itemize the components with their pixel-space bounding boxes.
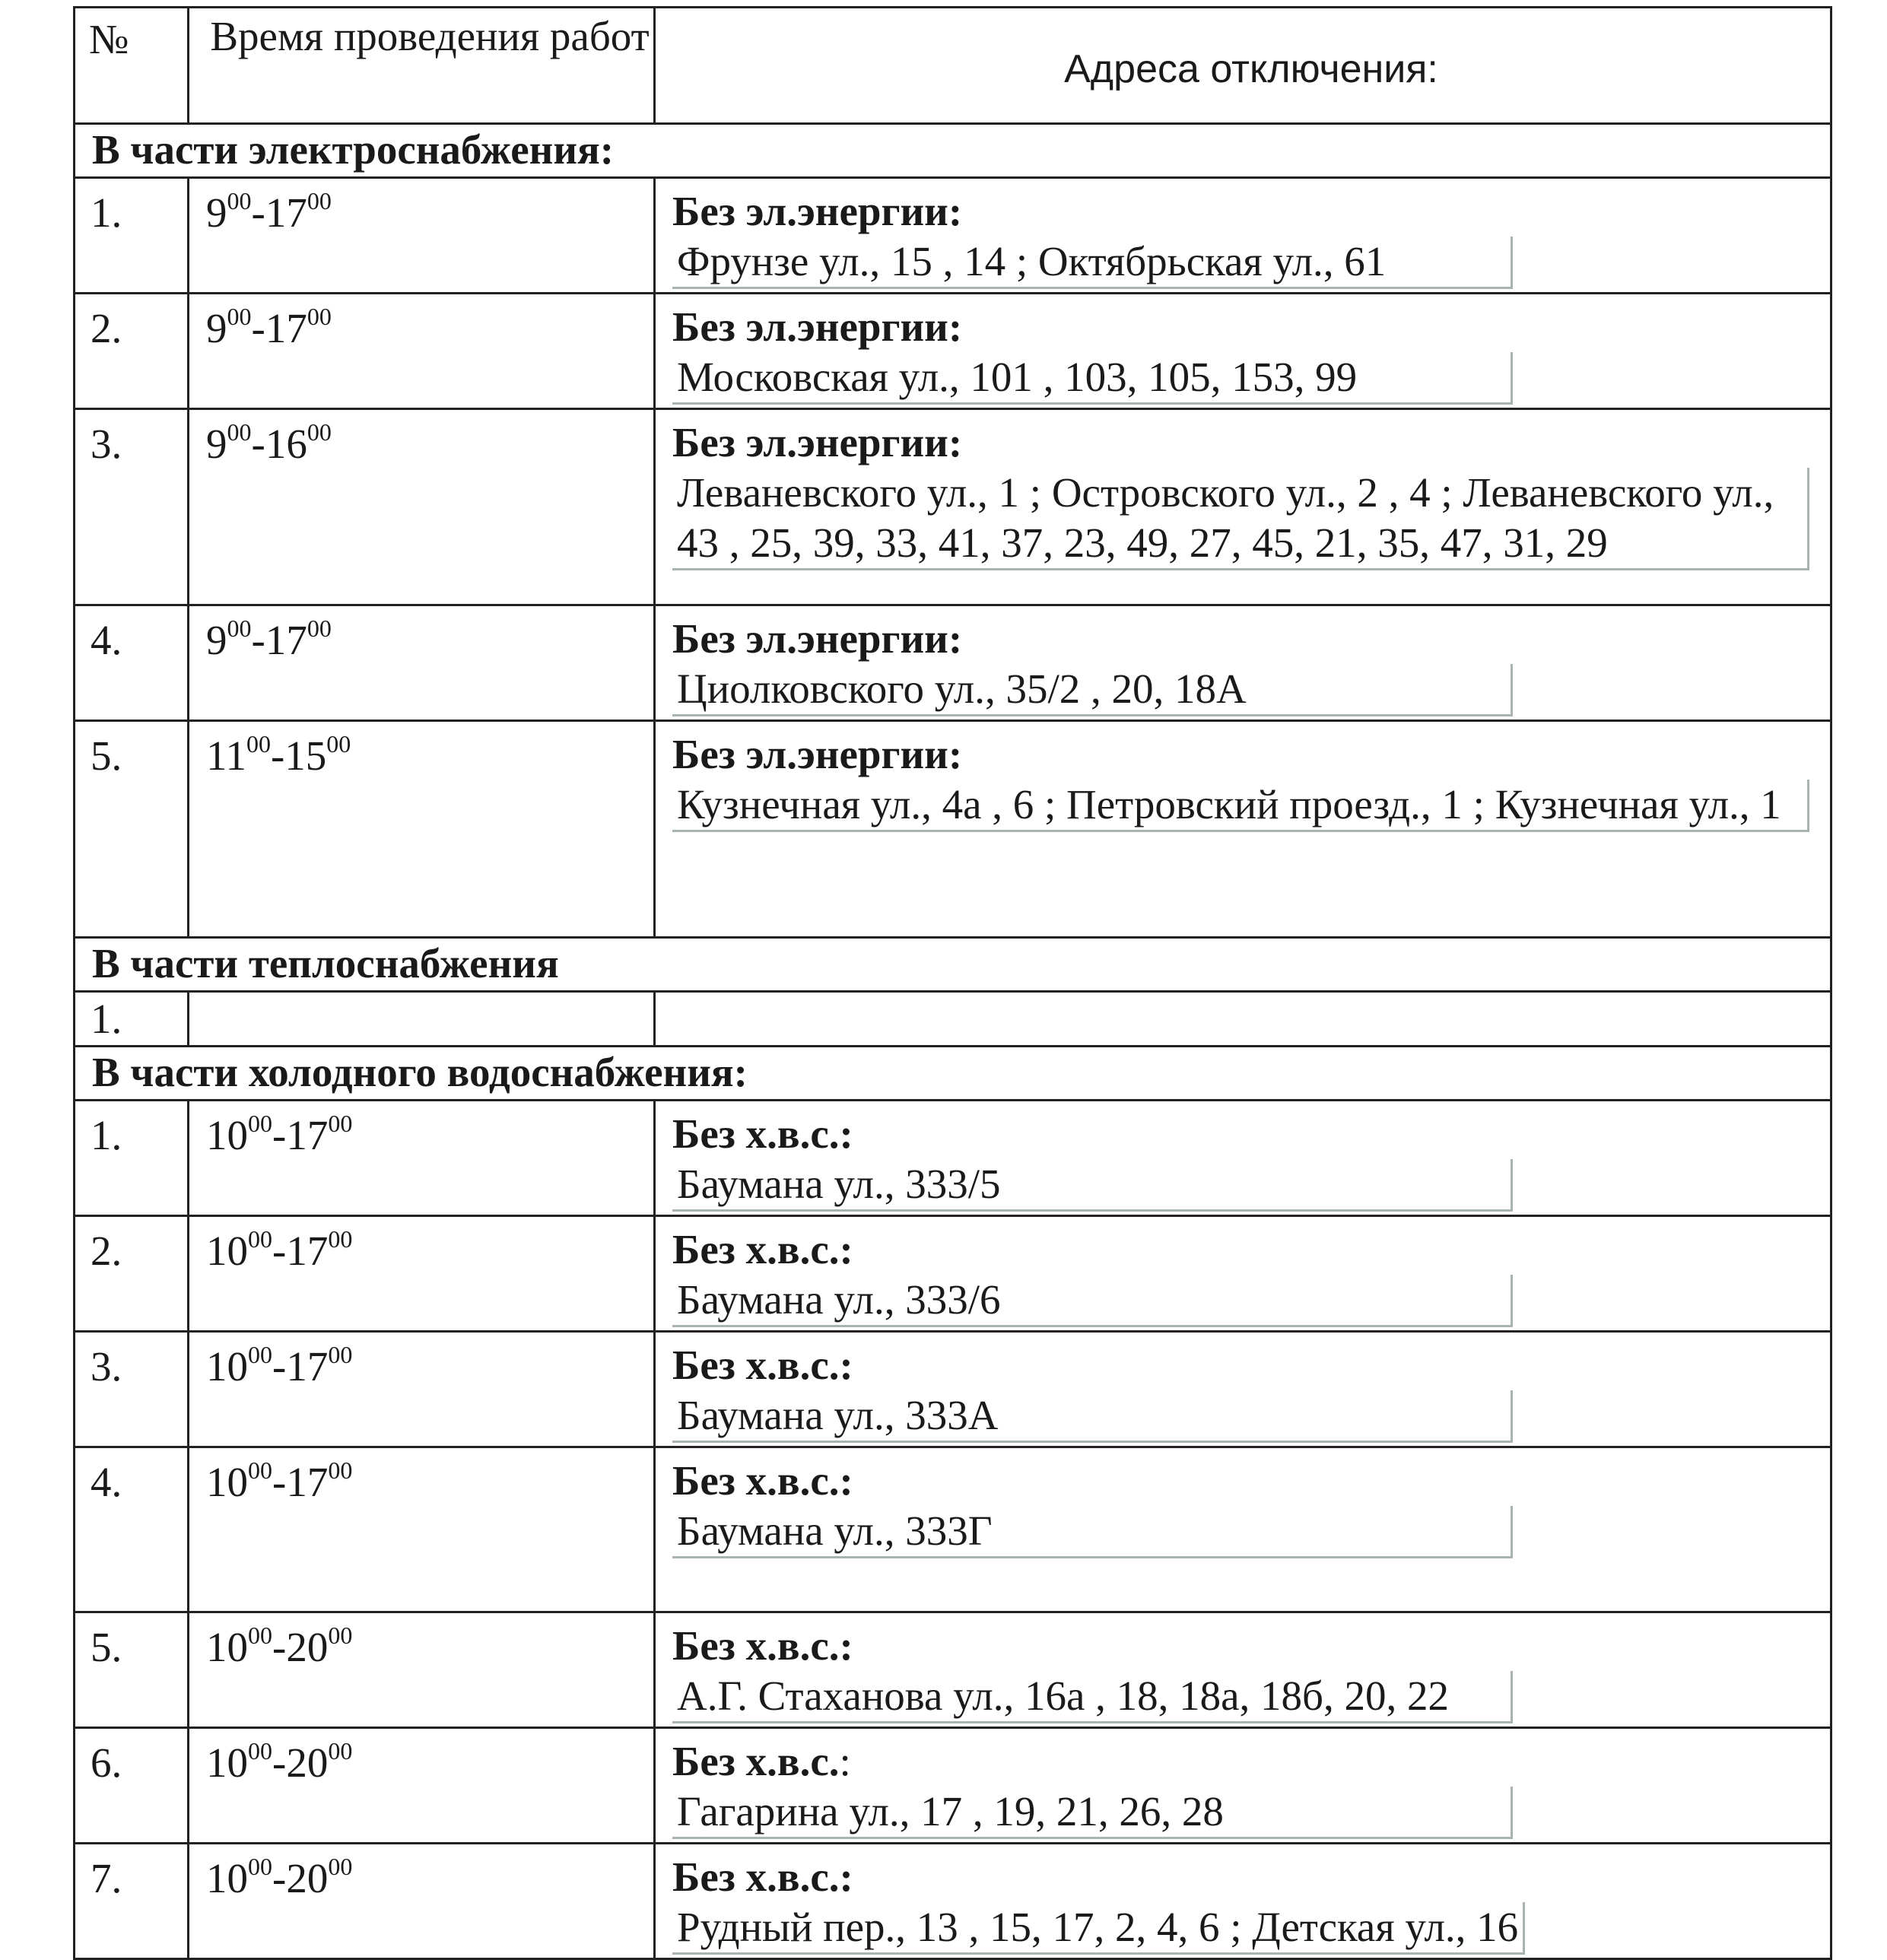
row-number: 1.	[75, 1101, 189, 1216]
header-time: Время проведения работ	[189, 8, 655, 124]
row-address-cell	[655, 409, 1831, 605]
outage-label: Без эл.энергии:	[672, 615, 963, 662]
row-address-cell	[655, 178, 1831, 294]
row-number: 2.	[75, 1216, 189, 1332]
row-time: $9^{00}-17^{00}$	[189, 294, 655, 409]
row-address-cell	[655, 1844, 1831, 1959]
table-row	[75, 1612, 1831, 1728]
section-heating-header	[75, 938, 1831, 992]
row-address-cell	[655, 1612, 1831, 1728]
row-time: $10^{00}-20^{00}$	[189, 1728, 655, 1844]
row-time: $9^{00}-16^{00}$	[189, 409, 655, 605]
table-header-row	[75, 8, 1831, 124]
outage-label-colon: :	[839, 1738, 851, 1784]
table-row	[75, 1728, 1831, 1844]
section-title: В части электроснабжения:	[75, 124, 1831, 178]
outage-label: Без эл.энергии:	[672, 731, 963, 777]
outage-addresses: Баумана ул., 333/5	[672, 1159, 1513, 1212]
row-time: $9^{00}-17^{00}$	[189, 605, 655, 721]
outage-label: Без х.в.с.:	[672, 1226, 853, 1272]
row-number: 2.	[75, 294, 189, 409]
outage-label: Без эл.энергии:	[672, 303, 963, 350]
outage-addresses: Циолковского ул., 35/2 , 20, 18А	[672, 664, 1513, 716]
outage-addresses: Фрунзе ул., 15 , 14 ; Октябрьская ул., 61	[672, 237, 1513, 289]
table-row	[75, 1447, 1831, 1612]
row-time	[189, 992, 655, 1047]
table-row	[75, 1332, 1831, 1447]
table-row	[75, 409, 1831, 605]
outage-addresses: Гагарина ул., 17 , 19, 21, 26, 28	[672, 1787, 1513, 1839]
outage-table	[73, 6, 1832, 1960]
outage-label: Без х.в.с.:	[672, 1622, 853, 1669]
row-address-cell	[655, 1216, 1831, 1332]
table-row	[75, 178, 1831, 294]
row-number: 5.	[75, 721, 189, 938]
outage-label: Без х.в.с.:	[672, 1342, 853, 1388]
section-title: В части теплоснабжения	[75, 938, 1831, 992]
row-address-cell	[655, 605, 1831, 721]
outage-label: Без х.в.с.:	[672, 1854, 853, 1900]
outage-label: Без х.в.с.:	[672, 1110, 853, 1157]
row-number: 4.	[75, 605, 189, 721]
section-cold-water-header	[75, 1047, 1831, 1101]
row-time: $11^{00}-15^{00}$	[189, 721, 655, 938]
outage-label-wrap	[672, 1736, 1830, 1787]
row-time: $10^{00}-17^{00}$	[189, 1447, 655, 1612]
outage-addresses: Кузнечная ул., 4а , 6 ; Петровский проезд., 1 ; Кузнечная ул., 1	[672, 780, 1809, 832]
row-address-cell	[655, 1728, 1831, 1844]
section-title: В части холодного водоснабжения:	[75, 1047, 1831, 1101]
row-address-cell	[655, 1101, 1831, 1216]
table-row	[75, 1844, 1831, 1959]
outage-schedule-document	[73, 6, 1830, 1950]
outage-addresses: Баумана ул., 333/6	[672, 1275, 1513, 1327]
row-number: 4.	[75, 1447, 189, 1612]
row-number: 1.	[75, 178, 189, 294]
row-address-cell	[655, 721, 1831, 938]
table-row	[75, 294, 1831, 409]
outage-label: Без эл.энергии:	[672, 419, 963, 465]
row-time: $10^{00}-20^{00}$	[189, 1844, 655, 1959]
outage-addresses: А.Г. Стаханова ул., 16а , 18, 18а, 18б, 20, 22	[672, 1671, 1513, 1723]
table-row	[75, 721, 1831, 938]
row-number: 1.	[75, 992, 189, 1047]
row-address-cell	[655, 992, 1831, 1047]
row-time: $10^{00}-17^{00}$	[189, 1216, 655, 1332]
row-number: 6.	[75, 1728, 189, 1844]
section-electricity-header	[75, 124, 1831, 178]
row-address-cell	[655, 1447, 1831, 1612]
outage-addresses: Рудный пер., 13 , 15, 17, 2, 4, 6 ; Детская ул., 16	[672, 1902, 1525, 1955]
row-time: $9^{00}-17^{00}$	[189, 178, 655, 294]
row-number: 7.	[75, 1844, 189, 1959]
row-address-cell	[655, 1332, 1831, 1447]
table-row	[75, 1216, 1831, 1332]
outage-label: Без х.в.с.:	[672, 1457, 853, 1504]
outage-addresses: Баумана ул., 333А	[672, 1390, 1513, 1443]
header-address: Адреса отключения:	[655, 8, 1831, 124]
table-row	[75, 605, 1831, 721]
header-number: №	[75, 8, 189, 124]
table-row	[75, 1101, 1831, 1216]
outage-label: Без эл.энергии:	[672, 188, 963, 234]
outage-addresses: Московская ул., 101 , 103, 105, 153, 99	[672, 352, 1513, 405]
outage-addresses: Баумана ул., 333Г	[672, 1506, 1513, 1558]
row-number: 3.	[75, 1332, 189, 1447]
row-number: 5.	[75, 1612, 189, 1728]
row-time: $10^{00}-20^{00}$	[189, 1612, 655, 1728]
row-time: $10^{00}-17^{00}$	[189, 1101, 655, 1216]
outage-label: Без х.в.с.	[672, 1738, 840, 1784]
row-number: 3.	[75, 409, 189, 605]
row-address-cell	[655, 294, 1831, 409]
outage-addresses: Леваневского ул., 1 ; Островского ул., 2 , 4 ; Леваневского ул., 43 , 25, 39, 33, 41, 37, 23, 49, 27, 45, 21, 35, 47, 31, 29	[672, 468, 1809, 570]
table-row	[75, 992, 1831, 1047]
row-time: $10^{00}-17^{00}$	[189, 1332, 655, 1447]
